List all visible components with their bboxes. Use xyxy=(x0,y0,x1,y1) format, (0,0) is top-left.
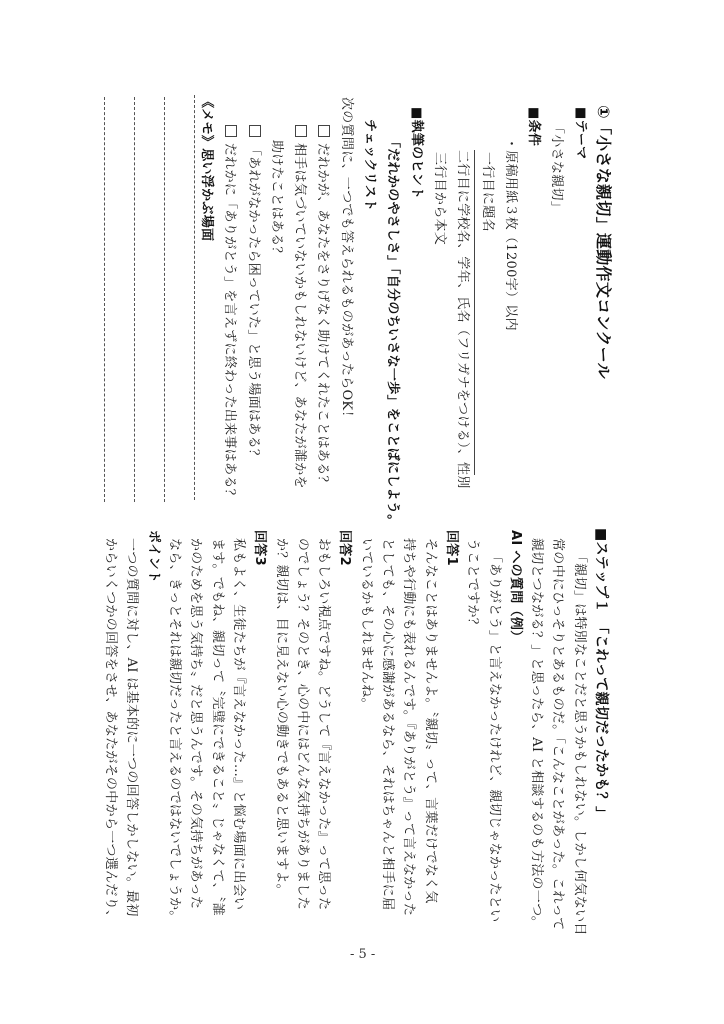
answer1-heading: 回答1 xyxy=(443,530,459,566)
condition-item: 三行目から本文 xyxy=(431,152,447,246)
checklist-heading: チェックリスト xyxy=(362,119,378,212)
body-line: 「親切」は特別なことだと思うかもしれない。しかし何気ない日 xyxy=(571,550,587,936)
checkbox[interactable] xyxy=(318,125,330,137)
body-line: 私もよく、生徒たちが『言えなかった…』と悩む場面に出会い xyxy=(230,538,246,911)
body-line: 持ちや行動にも表れるんです。『ありがとう』って言えなかった xyxy=(401,538,417,917)
body-line: 一つの質問に対し、AI は基本的に一つの回答しかしない。最初 xyxy=(124,538,140,917)
checkbox[interactable] xyxy=(249,125,261,137)
question-heading: AI への質問（例） xyxy=(507,530,523,644)
right-column xyxy=(100,528,611,936)
hint-heading: ■執筆のヒント xyxy=(408,107,424,200)
condition-item: 二行目に学校名、学年、氏名（フリガナをつける）、性別 xyxy=(451,150,475,475)
body-line: いているかもしれませんね。 xyxy=(358,538,374,711)
body-line: おもしろい視点ですね。どうして『言えなかった』って思った xyxy=(316,538,332,911)
body-line: そんなことはありませんよ。〝親切〟って、言葉だけでなく気 xyxy=(422,538,438,904)
checkbox[interactable] xyxy=(295,125,307,137)
checklist-item-label: だれかに「ありがとう」を言えずに終わった出来事はある？ xyxy=(222,143,238,502)
memo-line[interactable] xyxy=(134,97,164,502)
page-number: - 5 - xyxy=(350,947,376,962)
contest-title: ①「小さな親切」運動作文コンクール xyxy=(594,105,613,380)
checklist-intro: 次の質問に、一つでも答えられるものがあったらOK！ xyxy=(338,97,354,424)
checklist-item[interactable] xyxy=(288,125,311,535)
theme-heading: ■テーマ xyxy=(572,107,588,160)
checklist-continuation: 助けたことはある？ xyxy=(268,140,284,260)
memo-line[interactable] xyxy=(104,97,134,502)
body-line: としても、その心に感謝があるなら、それはちゃんと相手に届 xyxy=(380,538,396,911)
checklist-item[interactable] xyxy=(218,125,241,535)
step1-heading: ■ステップ１ 「これって親切だったかも？」 xyxy=(593,528,609,821)
body-line: か？親切は、目に見えない心の動きでもあると思いますよ。 xyxy=(273,538,289,898)
theme-value: 「小さな親切」 xyxy=(549,121,565,215)
answer2-heading: 回答2 xyxy=(337,530,353,566)
memo-heading: 《メモ》思い浮かぶ場面 xyxy=(194,95,218,500)
conditions-heading: ■条件 xyxy=(526,107,542,147)
body-line: 「ありがとう」と言えなかったけれど、親切じゃなかったとい xyxy=(486,550,502,923)
checklist-item[interactable] xyxy=(241,125,264,535)
body-line: 常の中にひっそりとあるものだ。「こんなことがあった。これって xyxy=(550,538,566,931)
checklist-item-label: だれかが、あなたをさりげなく助けてくれたことはある？ xyxy=(315,143,331,489)
body-line: うことですか？ xyxy=(465,538,481,632)
body-line: ます。でもね、親切って〝完璧にできること〟じゃなくて、〝誰 xyxy=(209,538,225,916)
point-heading: ポイント xyxy=(145,530,161,584)
body-line: からいくつかの回答をさせ、あなたがその中から一つ選んだり、 xyxy=(103,538,119,924)
memo-line[interactable] xyxy=(164,97,194,502)
condition-item: 一行目に題名 xyxy=(479,152,495,232)
left-column xyxy=(104,95,615,528)
body-line: かのためを思う気持ち〟だと思うんです。その気持ちがあった xyxy=(188,538,204,910)
answer3-heading: 回答3 xyxy=(252,530,268,566)
body-line: のでしょう？そのとき、心の中にはどんな気持ちがありました xyxy=(294,538,310,910)
body-line: なら、きっとそれは親切だったと言えるのではないでしょうか。 xyxy=(167,538,183,924)
checklist-item[interactable] xyxy=(311,125,334,535)
condition-item: ・原稿用紙３枚（1200字）以内 xyxy=(502,137,518,331)
body-line: 親切とつながる？」と思ったら、AI と相談するのも方法の一つ。 xyxy=(529,538,545,930)
checklist-item-label: 「あれがなかったら困っていた」と思う場面はある？ xyxy=(245,143,261,463)
checkbox[interactable] xyxy=(225,125,237,137)
checklist-item-label: 相手は気づいていないかもしれないけど、あなたが誰かを xyxy=(292,143,308,489)
hint-text: 「だれかのやさしさ」「自分のちいさな一歩」をことばにしよう。 xyxy=(385,135,401,528)
